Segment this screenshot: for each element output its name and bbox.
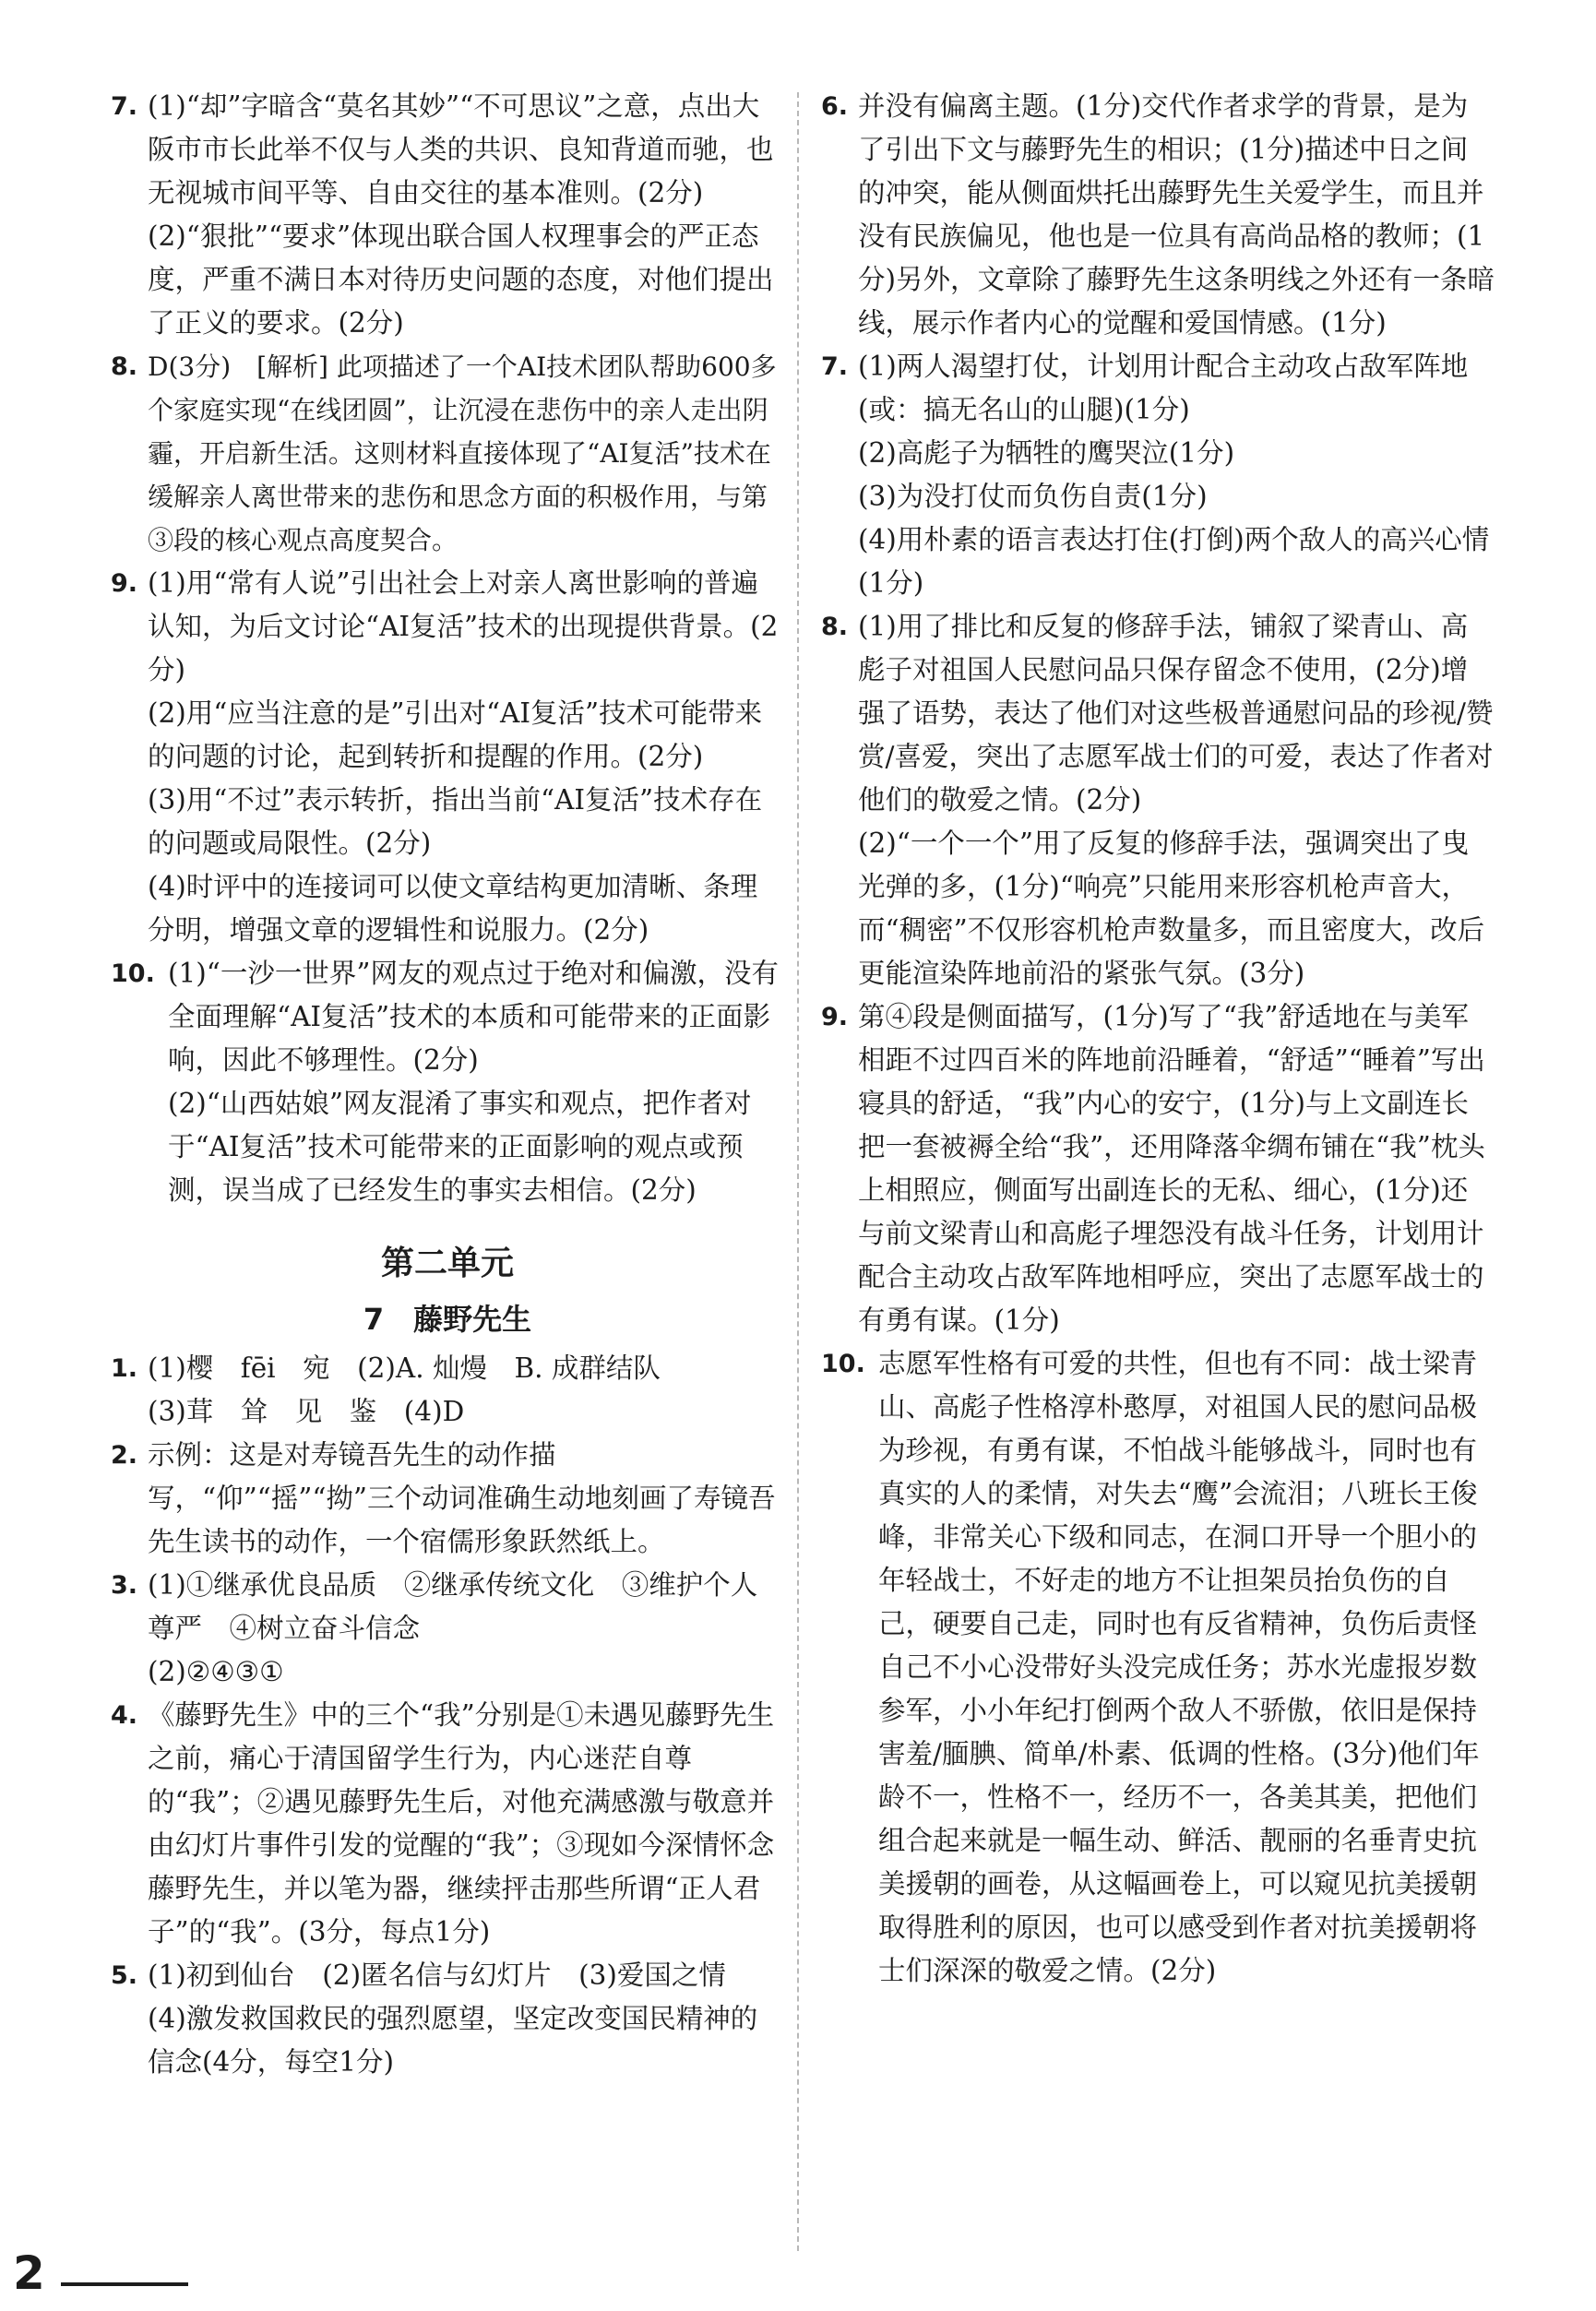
answer-part: (1)用“常有人说”引出社会上对亲人离世影响的普遍认知，为后文讨论“AI复活”技术的出现提供背景。(2分): [148, 567, 779, 685]
answer-part: (1)两人渴望打仗，计划用计配合主动攻占敌军阵地(或：搞无名山的山腿)(1分): [858, 351, 1469, 425]
answer-part: 志愿军性格有可爱的共性，但也有不同：战士梁青山、高彪子性格淳朴憨厚，对祖国人民的慰问品极为珍视，有勇有谋，不怕战斗能够战斗，同时也有真实的人的柔情，对失去“鹰”会流泪；八班长王俊峰，非常关心下级和同志，在洞口开导一个胆小的年轻战士，不好走的地方不让担架员抬负伤的自己，硬要自己走，同时也有反省精神，负伤后责怪自己不小心没带好头没完成任务；苏水光虚报岁数参军，小小年纪打倒两个敌人不骄傲，依旧是保持害羞/腼腆、简单/朴素、低调的性格。(3分)他们年龄不一，性格不一，经历不一，各美其美，把他们组合起来就是一幅生动、鲜活、靓丽的名垂青史抗美援朝的画卷，从这幅画卷上，可以窥见抗美援朝取得胜利的原因，也可以感受到作者对抗美援朝将士们深深的敬爱之情。(2分): [878, 1348, 1480, 1986]
page-number-rule: [61, 2282, 188, 2286]
answer-10: [111, 952, 784, 1212]
answer-part: (3)茸 耸 见 鉴 (4)D: [148, 1396, 465, 1427]
answer-part: 《藤野先生》中的三个“我”分别是①未遇见藤野先生之前，痛心于清国留学生行为，内心迷茫自尊的“我”；②遇见藤野先生后，对他充满感激与敬意并由幻灯片事件引发的觉醒的“我”；③现如今深情怀念藤野先生，并以笔为器，继续抨击那些所谓“正人君子”的“我”。(3分，每点1分): [148, 1699, 775, 1948]
question-number: 5.: [111, 1961, 138, 1990]
page-number: 2: [13, 2246, 45, 2300]
lesson-answer-1: [111, 1347, 784, 1434]
question-number: 3.: [111, 1571, 138, 1600]
unit-title: 第二单元: [380, 1245, 514, 1282]
answer-part: 并没有偏离主题。(1分)交代作者求学的背景，是为了引出下文与藤野先生的相识；(1分)描述中日之间的冲突，能从侧面烘托出藤野先生关爱学生，而且并没有民族偏见，他也是一位具有高尚品格的教师；(1分)另外，文章除了藤野先生这条明线之外还有一条暗线，展示作者内心的觉醒和爱国情感。(1分): [858, 90, 1495, 339]
lesson-answer-3: [111, 1564, 784, 1694]
answer-part: (2)高彪子为牺牲的鹰哭泣(1分): [858, 437, 1235, 469]
answer-part: (4)时评中的连接词可以使文章结构更加清晰、条理分明，增强文章的逻辑性和说服力。(2分): [148, 871, 758, 946]
lesson-answer-4: [111, 1694, 784, 1954]
question-number: 7.: [111, 92, 138, 121]
answer-part: (1)①继承优良品质 ②继承传统文化 ③维护个人尊严 ④树立奋斗信念: [148, 1569, 758, 1644]
question-number: 8.: [821, 613, 849, 641]
question-number: 6.: [821, 92, 849, 121]
right-column: [821, 85, 1495, 1993]
answer-part: 第④段是侧面描写，(1分)写了“我”舒适地在与美军相距不过四百米的阵地前沿睡着，“舒适”“睡着”写出寝具的舒适，“我”内心的安宁，(1分)与上文副连长把一套被褥全给“我”，还用降落伞绸布铺在“我”枕头上相照应，侧面写出副连长的无私、细心，(1分)还与前文梁青山和高彪子埋怨没有战斗任务，计划用计配合主动攻占敌军阵地相呼应，突出了志愿军战士的有勇有谋。(1分): [858, 1001, 1485, 1336]
question-number: 4.: [111, 1701, 138, 1730]
answer-9: [111, 562, 784, 952]
answer-part: (2)“一个一个”用了反复的修辞手法，强调突出了曳光弹的多，(1分)“响亮”只能用来形容机枪声音大，而“稠密”不仅形容机枪声数量多，而且密度大，改后更能渲染阵地前沿的紧张气氛。(3分): [858, 828, 1485, 989]
lesson-answer-9: [821, 995, 1495, 1342]
lesson-answer-2: [111, 1434, 784, 1564]
answer-part: (1)“却”字暗含“莫名其妙”“不可思议”之意，点出大阪市市长此举不仅与人类的共识、良知背道而驰，也无视城市间平等、自由交往的基本准则。(2分): [148, 90, 774, 208]
answer-part: (1)樱 fēi 宛 (2)A. 灿熳 B. 成群结队: [148, 1352, 661, 1384]
answer-part: (3)为没打仗而负伤自责(1分): [858, 481, 1208, 512]
question-number: 10.: [111, 959, 155, 988]
answer-part: D(3分) [解析] 此项描述了一个AI技术团队帮助600多个家庭实现“在线团圆”，让沉浸在悲伤中的亲人走出阴霾，开启新生活。这则材料直接体现了“AI复活”技术在缓解亲人离世带来的悲伤和思念方面的积极作用，与第③段的核心观点高度契合。: [148, 351, 777, 555]
answer-part: (2)“山西姑娘”网友混淆了事实和观点，把作者对于“AI复活”技术可能带来的正面影响的观点或预测，误当成了已经发生的事实去相信。(2分): [168, 1088, 752, 1206]
answer-part: (1)初到仙台 (2)匿名信与幻灯片 (3)爱国之情 (4)激发救国救民的强烈愿望，坚定改变国民精神的信念(4分，每空1分): [148, 1960, 758, 2078]
question-number: 2.: [111, 1441, 138, 1470]
lesson-answer-7: [821, 345, 1495, 605]
answer-part: (2)“狠批”“要求”体现出联合国人权理事会的严正态度，严重不满日本对待历史问题的态度，对他们提出了正义的要求。(2分): [148, 220, 774, 339]
answer-part: (3)用“不过”表示转折，指出当前“AI复活”技术存在的问题或局限性。(2分): [148, 784, 763, 859]
answer-7: [111, 85, 784, 345]
question-number: 10.: [821, 1350, 865, 1378]
question-number: 9.: [821, 1003, 849, 1031]
answer-part: (1)“一沙一世界”网友的观点过于绝对和偏激，没有全面理解“AI复活”技术的本质和可能带来的正面影响，因此不够理性。(2分): [168, 958, 779, 1076]
answer-part: (1)用了排比和反复的修辞手法，铺叙了梁青山、高彪子对祖国人民慰问品只保存留念不使用，(2分)增强了语势，表达了他们对这些极普通慰问品的珍视/赞赏/喜爱，突出了志愿军战士们的可爱，表达了作者对他们的敬爱之情。(2分): [858, 611, 1494, 816]
question-number: 1.: [111, 1354, 138, 1383]
column-divider: [797, 92, 799, 2251]
left-column: [111, 85, 784, 2084]
lesson-answer-6: [821, 85, 1495, 345]
question-number: 7.: [821, 352, 849, 381]
lesson-answer-8: [821, 605, 1495, 995]
lesson-title: 7 藤野先生: [363, 1302, 532, 1337]
answer-part: (2)②④③①: [148, 1656, 284, 1687]
lesson-answer-10: [821, 1342, 1495, 1993]
answer-part: (2)用“应当注意的是”引出对“AI复活”技术可能带来的问题的讨论，起到转折和提醒的作用。(2分): [148, 697, 763, 772]
question-number: 8.: [111, 352, 138, 381]
answer-part: 示例：这是对寿镜吾先生的动作描写，“仰”“摇”“拗”三个动词准确生动地刻画了寿镜吾先生读书的动作，一个宿儒形象跃然纸上。: [148, 1439, 776, 1557]
answer-part: (4)用朴素的语言表达打住(打倒)两个敌人的高兴心情(1分): [858, 524, 1490, 599]
answer-8: [111, 345, 784, 562]
question-number: 9.: [111, 569, 138, 598]
lesson-answer-5: [111, 1954, 784, 2084]
